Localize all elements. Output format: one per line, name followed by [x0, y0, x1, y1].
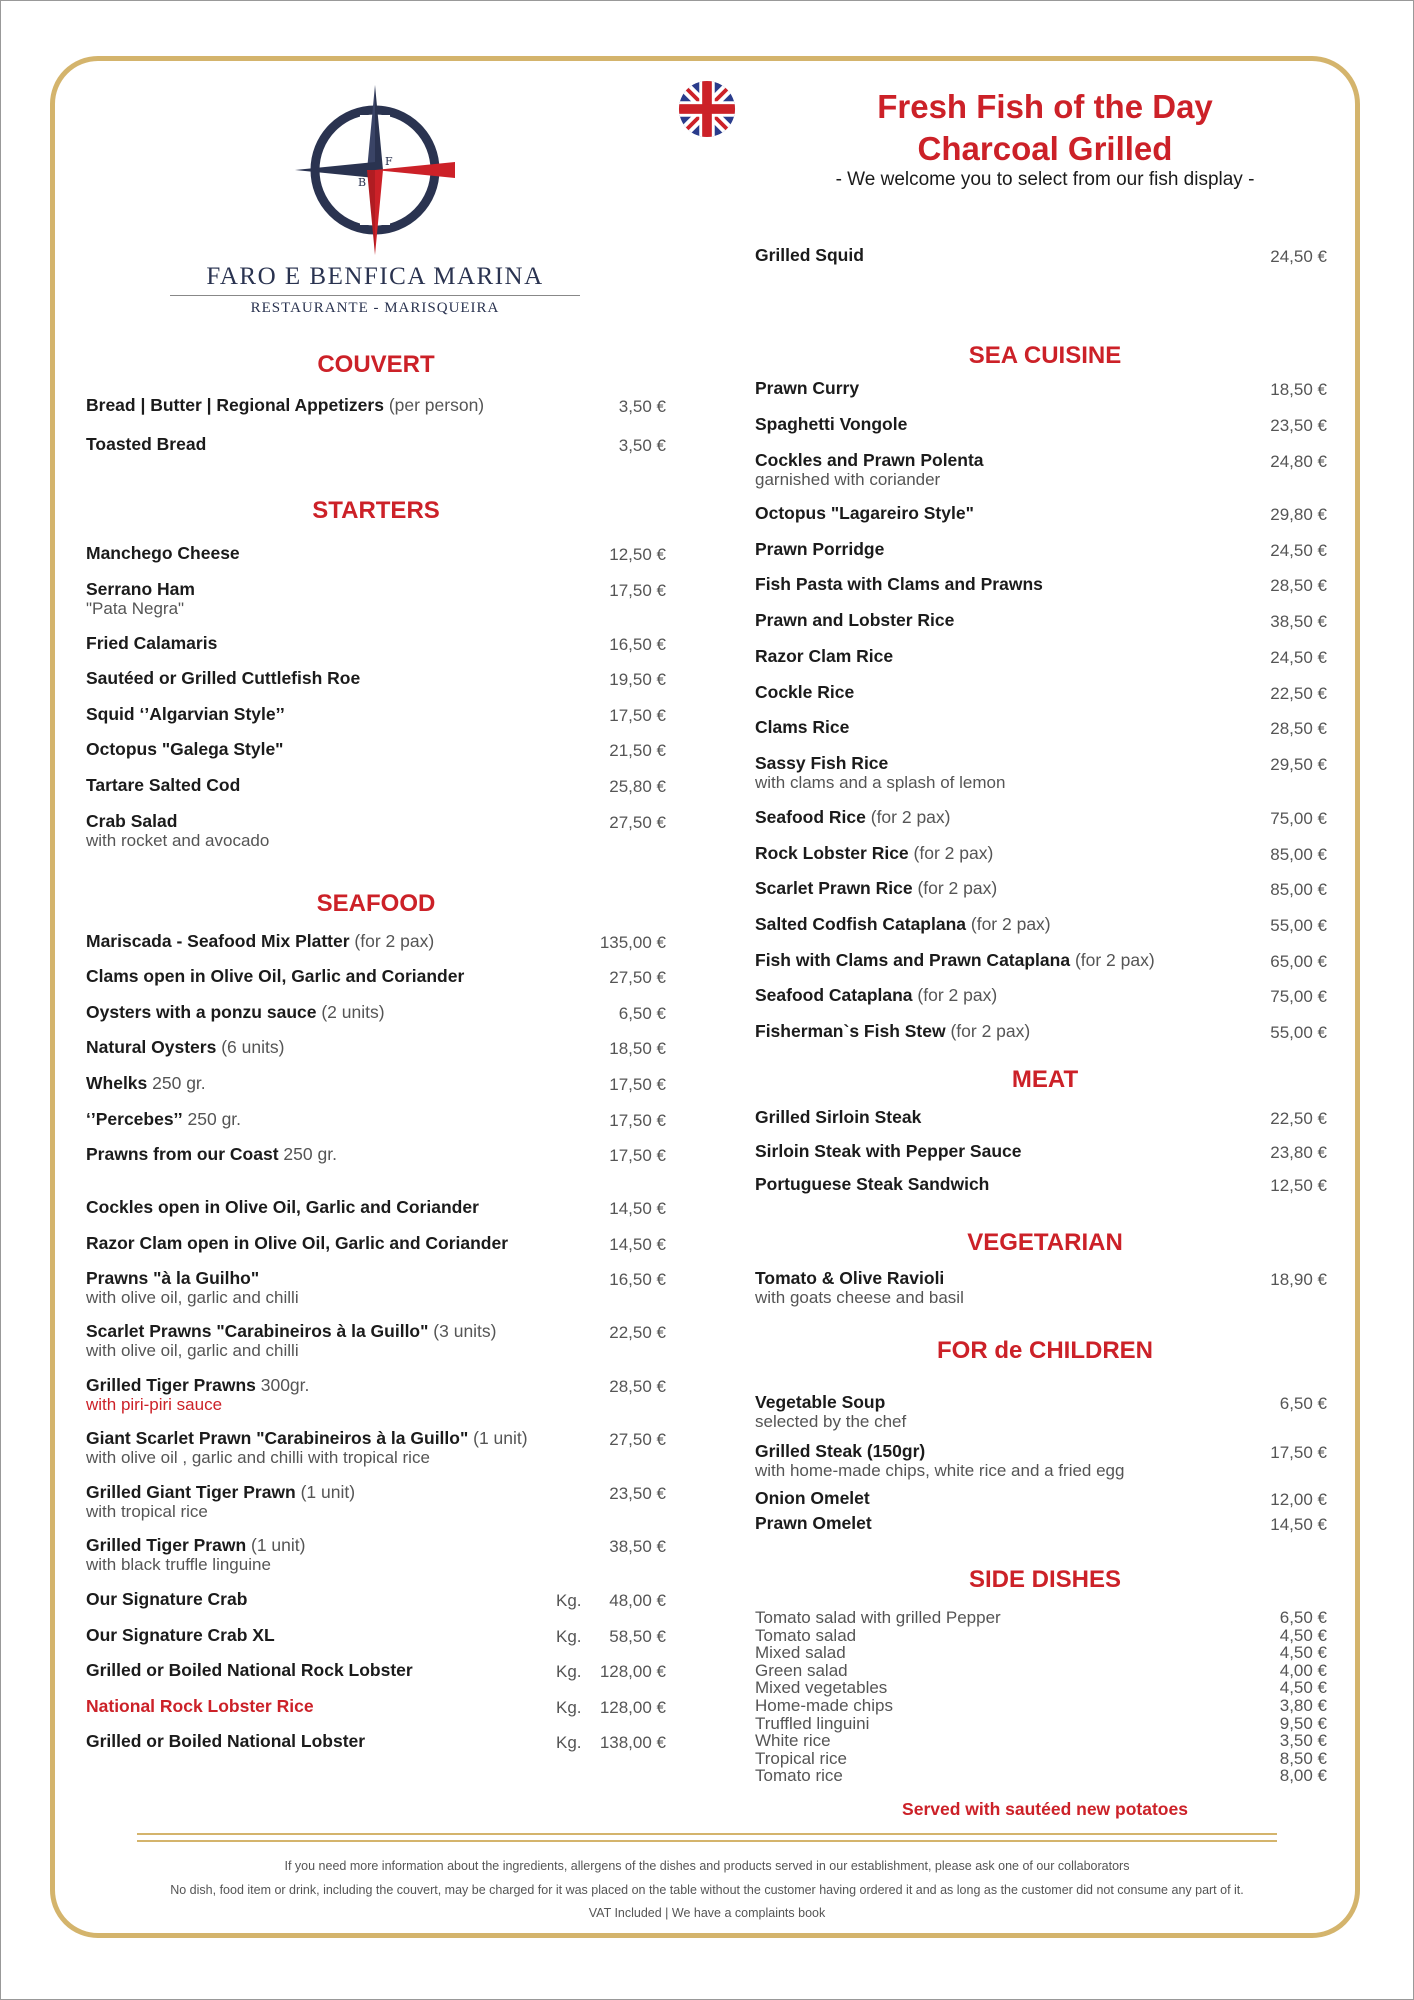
- item-name: Cockle Rice: [755, 682, 855, 702]
- menu-item: [755, 844, 993, 863]
- item-qualifier: (1 unit): [246, 1535, 306, 1555]
- item-name: Giant Scarlet Prawn "Carabineiros à la Guillo": [86, 1428, 469, 1448]
- item-price: 58,50 €: [609, 1627, 666, 1646]
- menu-item: [755, 683, 854, 702]
- item-name: Onion Omelet: [755, 1488, 870, 1508]
- item-price: 135,00 €: [599, 933, 666, 952]
- item-name: Squid ‘’Algarvian Style’’: [86, 704, 285, 724]
- menu-item: [86, 1198, 479, 1217]
- item-name: Prawns from our Coast: [86, 1144, 279, 1164]
- item-price: 6,50 €: [618, 1004, 666, 1023]
- fresh-fish-title: Fresh Fish of the Day: [877, 88, 1213, 125]
- menu-item: [86, 669, 360, 688]
- item-qualifier: (for 2 pax): [908, 843, 994, 863]
- vegetarian-section-title: VEGETARIAN: [967, 1229, 1123, 1256]
- menu-item: [86, 967, 464, 986]
- item-price: 14,50 €: [1270, 1515, 1327, 1534]
- menu-item: [755, 504, 974, 523]
- menu-item: [755, 1489, 870, 1508]
- item-price: 12,00 €: [1270, 1490, 1327, 1509]
- item-price: 55,00 €: [1270, 1023, 1327, 1042]
- logo-letter-f: F: [385, 155, 393, 168]
- item-price: 12,50 €: [609, 545, 666, 564]
- menu-item: [86, 1145, 337, 1164]
- item-name: Natural Oysters: [86, 1037, 217, 1057]
- item-name: Octopus "Lagareiro Style": [755, 503, 974, 523]
- item-price: 28,50 €: [609, 1377, 666, 1396]
- item-qualifier: (1 unit): [295, 1482, 356, 1502]
- item-name: Grilled Sirloin Steak: [755, 1107, 922, 1127]
- restaurant-name: FARO E BENFICA MARINA: [206, 263, 544, 290]
- item-name: Scarlet Prawns "Carabineiros à la Guillo": [86, 1321, 429, 1341]
- item-description: with olive oil, garlic and chilli: [86, 1288, 299, 1307]
- item-price: 75,00 €: [1270, 987, 1327, 1006]
- menu-item: [86, 1322, 497, 1360]
- side-dish-name: Green salad: [755, 1660, 848, 1680]
- item-description: with olive oil , garlic and chilli with tropical rice: [86, 1448, 430, 1467]
- compass-icon: [295, 85, 455, 255]
- item-price: 3,50 €: [618, 397, 666, 416]
- item-qualifier: (for 2 pax): [912, 985, 998, 1005]
- side-dish-name: Tomato salad: [755, 1625, 857, 1645]
- item-qualifier: (for 2 pax): [349, 931, 435, 951]
- item-price: 3,50 €: [618, 436, 666, 455]
- item-name: Grilled Squid: [755, 245, 864, 265]
- menu-item: [86, 1429, 528, 1467]
- menu-item: [755, 575, 1043, 594]
- item-name: Seafood Cataplana: [755, 985, 913, 1005]
- side-dish-name: Tomato rice: [755, 1766, 843, 1786]
- item-name: Grilled Steak (150gr): [755, 1441, 926, 1461]
- item-name: Whelks: [86, 1073, 148, 1093]
- item-qualifier: (per person): [383, 395, 485, 415]
- menu-item: [86, 1626, 275, 1645]
- menu-item: [86, 1003, 385, 1022]
- item-qualifier: (for 2 pax): [865, 807, 951, 827]
- item-price: 28,50 €: [1270, 719, 1327, 738]
- menu-item: [86, 776, 240, 795]
- side-dish-price: 4,50 €: [1279, 1678, 1327, 1698]
- item-qualifier: 300gr.: [255, 1375, 310, 1395]
- menu-item: [755, 1393, 906, 1431]
- item-qualifier: 250 gr.: [182, 1109, 242, 1129]
- starters-section-title: STARTERS: [312, 497, 440, 524]
- item-name: Crab Salad: [86, 811, 178, 831]
- menu-item: [755, 415, 907, 434]
- item-name: Grilled or Boiled National Lobster: [86, 1731, 366, 1751]
- side-dish-price: 4,50 €: [1279, 1625, 1327, 1645]
- item-price: 28,50 €: [1270, 576, 1327, 595]
- item-name: Fish Pasta with Clams and Prawns: [755, 574, 1043, 594]
- item-name: Tartare Salted Cod: [86, 775, 241, 795]
- restaurant-logo: [170, 85, 580, 325]
- menu-frame: [50, 56, 1360, 1938]
- side-dish-price: 8,00 €: [1279, 1766, 1327, 1786]
- item-name: Grilled Giant Tiger Prawn: [86, 1482, 296, 1502]
- item-name: Grilled Tiger Prawn: [86, 1535, 247, 1555]
- item-name: ‘’Percebes’’: [86, 1109, 183, 1129]
- menu-item: [755, 1142, 1021, 1161]
- item-name: Sirloin Steak with Pepper Sauce: [755, 1141, 1022, 1161]
- item-name: Bread | Butter | Regional Appetizers: [86, 395, 384, 415]
- item-price: 48,00 €: [609, 1591, 666, 1610]
- item-name: Razor Clam Rice: [755, 646, 894, 666]
- item-name: Mariscada - Seafood Mix Platter: [86, 931, 350, 951]
- item-name: Seafood Rice: [755, 807, 866, 827]
- item-price: 12,50 €: [1270, 1176, 1327, 1195]
- item-description: with tropical rice: [86, 1502, 208, 1521]
- item-name: Our Signature Crab XL: [86, 1625, 275, 1645]
- menu-item: [755, 718, 849, 737]
- side-dish-price: 9,50 €: [1279, 1713, 1327, 1733]
- item-name: Fish with Clams and Prawn Cataplana: [755, 950, 1071, 970]
- item-price: 29,50 €: [1270, 755, 1327, 774]
- item-price: 17,50 €: [609, 581, 666, 600]
- side-dish-name: White rice: [755, 1731, 831, 1751]
- side-dish-name: Home-made chips: [755, 1696, 893, 1715]
- side-dishes-note: Served with sautéed new potatoes: [902, 1799, 1188, 1819]
- menu-item: [755, 611, 954, 630]
- item-price: 29,80 €: [1270, 505, 1327, 524]
- item-price: 18,50 €: [609, 1039, 666, 1058]
- item-name: Prawn Porridge: [755, 539, 885, 559]
- menu-item: [86, 634, 217, 653]
- item-description: selected by the chef: [755, 1412, 907, 1431]
- item-description: with black truffle linguine: [86, 1555, 271, 1574]
- item-price: 22,50 €: [1270, 1109, 1327, 1128]
- menu-item: [86, 1074, 206, 1093]
- menu-item: [86, 1697, 314, 1716]
- item-kg-unit: Kg.: [556, 1627, 582, 1646]
- side-dish-price: 4,00 €: [1279, 1660, 1327, 1680]
- menu-item: [755, 1269, 964, 1307]
- item-qualifier: (for 2 pax): [945, 1021, 1031, 1041]
- item-price: 23,50 €: [609, 1484, 666, 1503]
- side-dish-price: 3,80 €: [1279, 1696, 1327, 1715]
- logo-letter-b: B: [358, 176, 367, 189]
- item-name: Tomato & Olive Ravioli: [755, 1268, 945, 1288]
- side-dish-price: 8,50 €: [1279, 1748, 1327, 1768]
- menu-item: [755, 246, 864, 265]
- item-name: Portuguese Steak Sandwich: [755, 1174, 990, 1194]
- item-name: Cockles and Prawn Polenta: [755, 450, 984, 470]
- item-name: Fisherman`s Fish Stew: [755, 1021, 946, 1041]
- item-qualifier: (2 units): [316, 1002, 385, 1022]
- side-dish-price: 4,50 €: [1279, 1643, 1327, 1663]
- side-dish-name: Mixed salad: [755, 1643, 846, 1663]
- item-description: with rocket and avocado: [86, 831, 270, 850]
- item-price: 27,50 €: [609, 1430, 666, 1449]
- item-price: 27,50 €: [609, 813, 666, 832]
- item-name: Rock Lobster Rice: [755, 843, 909, 863]
- item-price: 17,50 €: [609, 1075, 666, 1094]
- charcoal-grilled-title: Charcoal Grilled: [917, 130, 1173, 167]
- fish-display-subtitle: - We welcome you to select from our fish display -: [835, 169, 1255, 190]
- item-kg-unit: Kg.: [556, 1591, 582, 1610]
- side-dish-name: Truffled linguini: [755, 1713, 870, 1733]
- menu-item: [86, 1269, 299, 1307]
- item-name: Clams Rice: [755, 717, 850, 737]
- menu-item: [86, 1483, 355, 1521]
- item-name: National Rock Lobster Rice: [86, 1696, 314, 1716]
- side-dish-name: Tropical rice: [755, 1748, 847, 1768]
- item-name: Salted Codfish Cataplana: [755, 914, 967, 934]
- item-qualifier: (6 units): [216, 1037, 285, 1057]
- side-dish-price: 3,50 €: [1279, 1731, 1327, 1751]
- menu-item: [86, 1110, 241, 1129]
- item-name: Grilled Tiger Prawns: [86, 1375, 256, 1395]
- menu-item: [86, 932, 434, 951]
- menu-item: [86, 1234, 508, 1253]
- item-name: Sassy Fish Rice: [755, 753, 889, 773]
- item-description: "Pata Negra": [86, 599, 185, 618]
- menu-item: [755, 986, 997, 1005]
- item-name: Vegetable Soup: [755, 1392, 886, 1412]
- menu-item: [755, 379, 859, 398]
- meat-section-title: MEAT: [1011, 1066, 1079, 1093]
- menu-item: [755, 1442, 1124, 1480]
- menu-item: [755, 540, 884, 559]
- logo-divider: [170, 295, 580, 296]
- menu-item: [86, 1590, 247, 1609]
- menu-item: [755, 451, 984, 489]
- menu-item: [755, 1175, 989, 1194]
- side-dishes-section-title: SIDE DISHES: [968, 1566, 1122, 1593]
- item-name: Manchego Cheese: [86, 543, 240, 563]
- menu-item: [86, 1376, 309, 1414]
- footer-allergen-info: If you need more information about the ingredients, allergens of the dishes and products served in our establishment, please ask one of our collaborators: [284, 1859, 1130, 1873]
- item-price: 17,50 €: [1270, 1443, 1327, 1462]
- item-qualifier: (1 unit): [468, 1428, 528, 1448]
- item-name: Serrano Ham: [86, 579, 195, 599]
- item-price: 38,50 €: [609, 1537, 666, 1556]
- item-description: with goats cheese and basil: [755, 1288, 964, 1307]
- menu-item: [755, 1022, 1030, 1041]
- menu-item: [86, 1536, 305, 1574]
- item-price: 22,50 €: [609, 1323, 666, 1342]
- item-price: 38,50 €: [1270, 612, 1327, 631]
- item-description: garnished with coriander: [755, 470, 941, 489]
- item-description: with home-made chips, white rice and a fried egg: [755, 1461, 1125, 1480]
- item-description: with clams and a splash of lemon: [755, 773, 1006, 792]
- item-price: 25,80 €: [609, 777, 666, 796]
- item-name: Octopus "Galega Style": [86, 739, 284, 759]
- item-name: Toasted Bread: [86, 434, 207, 454]
- item-price: 14,50 €: [609, 1235, 666, 1254]
- menu-item: [86, 705, 285, 724]
- item-price: 24,50 €: [1270, 648, 1327, 667]
- item-name: Our Signature Crab: [86, 1589, 248, 1609]
- footer-vat-complaints: VAT Included | We have a complaints book: [588, 1906, 826, 1920]
- sea-cuisine-section-title: SEA CUISINE: [968, 342, 1122, 369]
- side-dish-name: Tomato salad with grilled Pepper: [755, 1608, 1001, 1627]
- item-price: 16,50 €: [609, 1270, 666, 1289]
- menu-item: [755, 879, 997, 898]
- menu-item: [86, 1038, 284, 1057]
- item-price: 17,50 €: [609, 1111, 666, 1130]
- item-qualifier: (for 2 pax): [912, 878, 998, 898]
- item-name: Scarlet Prawn Rice: [755, 878, 913, 898]
- menu-item: [86, 1661, 413, 1680]
- item-qualifier: 250 gr.: [278, 1144, 337, 1164]
- item-qualifier: (for 2 pax): [1070, 950, 1155, 970]
- item-price: 21,50 €: [609, 741, 666, 760]
- item-qualifier: (3 units): [428, 1321, 497, 1341]
- menu-item: [86, 1732, 365, 1751]
- item-name: Spaghetti Vongole: [755, 414, 908, 434]
- menu-item: [755, 915, 1051, 934]
- menu-item: [755, 951, 1155, 970]
- item-price: 24,50 €: [1270, 541, 1327, 560]
- restaurant-subtitle: RESTAURANTE - MARISQUEIRA: [250, 300, 500, 316]
- menu-item: [86, 396, 484, 415]
- menu-item: [755, 647, 893, 666]
- footer-line-bottom: [137, 1840, 1277, 1842]
- item-price: 75,00 €: [1270, 809, 1327, 828]
- couvert-section-title: COUVERT: [317, 351, 435, 378]
- item-price: 128,00 €: [599, 1662, 666, 1681]
- footer-line-top: [137, 1833, 1277, 1835]
- item-kg-unit: Kg.: [556, 1698, 582, 1717]
- item-price: 128,00 €: [599, 1698, 666, 1717]
- uk-flag-icon[interactable]: [678, 80, 736, 138]
- item-price: 14,50 €: [609, 1199, 666, 1218]
- item-qualifier: (for 2 pax): [966, 914, 1051, 934]
- item-kg-unit: Kg.: [556, 1733, 582, 1752]
- item-kg-unit: Kg.: [556, 1662, 582, 1681]
- item-price: 19,50 €: [609, 670, 666, 689]
- children-section-title: FOR de CHILDREN: [937, 1337, 1153, 1364]
- side-dish-name: Mixed vegetables: [755, 1678, 888, 1698]
- item-price: 18,90 €: [1270, 1270, 1327, 1289]
- menu-item: [755, 1514, 872, 1533]
- menu-item: [86, 740, 283, 759]
- item-price: 85,00 €: [1270, 845, 1327, 864]
- item-name: Prawn and Lobster Rice: [755, 610, 955, 630]
- item-qualifier: 250 gr.: [147, 1073, 206, 1093]
- item-price: 18,50 €: [1270, 380, 1327, 399]
- item-name: Sautéed or Grilled Cuttlefish Roe: [86, 668, 361, 688]
- menu-item: [86, 544, 240, 563]
- item-name: Prawn Omelet: [755, 1513, 872, 1533]
- side-dish-price: 6,50 €: [1279, 1608, 1327, 1627]
- item-price: 27,50 €: [609, 968, 666, 987]
- footer-couvert-notice: No dish, food item or drink, including the couvert, may be charged for it was placed on the table without the customer having ordered it and as long as the customer did not consume any part of it.: [170, 1883, 1244, 1897]
- menu-item: [755, 754, 1005, 792]
- item-price: 6,50 €: [1279, 1394, 1327, 1413]
- item-name: Fried Calamaris: [86, 633, 218, 653]
- item-price: 23,80 €: [1270, 1143, 1327, 1162]
- item-name: Cockles open in Olive Oil, Garlic and Coriander: [86, 1197, 479, 1217]
- item-name: Prawn Curry: [755, 378, 860, 398]
- seafood-section-title: SEAFOOD: [316, 890, 436, 917]
- menu-item: [86, 580, 195, 618]
- item-name: Oysters with a ponzu sauce: [86, 1002, 317, 1022]
- item-price: 16,50 €: [609, 635, 666, 654]
- item-price: 17,50 €: [609, 706, 666, 725]
- item-name: Prawns "à la Guilho": [86, 1268, 260, 1288]
- item-name: Razor Clam open in Olive Oil, Garlic and Coriander: [86, 1233, 509, 1253]
- item-price: 23,50 €: [1270, 416, 1327, 435]
- item-name: Clams open in Olive Oil, Garlic and Coriander: [86, 966, 465, 986]
- item-price: 85,00 €: [1270, 880, 1327, 899]
- item-price: 17,50 €: [609, 1146, 666, 1165]
- menu-item: [755, 1108, 921, 1127]
- item-description: with piri-piri sauce: [86, 1395, 223, 1414]
- item-price: 55,00 €: [1270, 916, 1327, 935]
- menu-item: [86, 435, 206, 454]
- menu-item: [755, 808, 951, 827]
- item-price: 65,00 €: [1270, 952, 1327, 971]
- item-description: with olive oil, garlic and chilli: [86, 1341, 299, 1360]
- item-price: 24,80 €: [1270, 452, 1327, 471]
- item-price: 24,50 €: [1270, 247, 1327, 266]
- item-price: 138,00 €: [599, 1733, 666, 1752]
- item-name: Grilled or Boiled National Rock Lobster: [86, 1660, 413, 1680]
- menu-item: [86, 812, 269, 850]
- item-price: 22,50 €: [1270, 684, 1327, 703]
